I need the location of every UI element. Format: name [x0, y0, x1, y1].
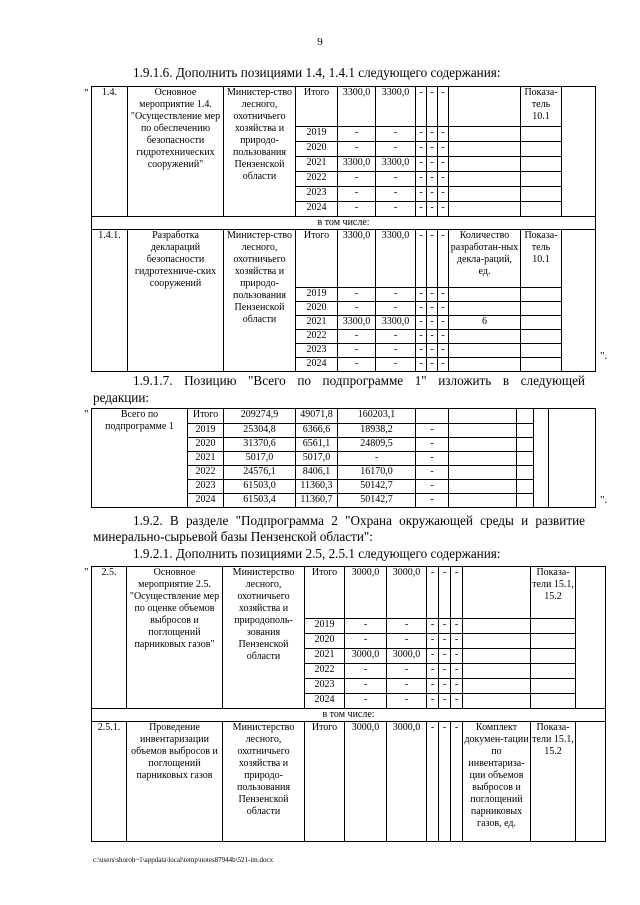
empty-cell [517, 480, 534, 494]
indicator-reference [521, 302, 562, 316]
result-indicator-cell: Комплект докумен-тации по инвентаризa-ции объемов выбросов и поглощений парниковых газов, ед. [463, 722, 531, 842]
result-indicator-cell: 6 [449, 316, 521, 330]
dash-cell: - [438, 358, 449, 372]
indicator-reference [531, 679, 576, 694]
heading-1-9-2: 1.9.2. В разделе "Подпрограмма 2 "Охрана окружающей среды и развитие [133, 513, 585, 528]
in-that-number-row: в том числе: [92, 217, 596, 230]
amount-budget-cell: 3300,0 [376, 157, 416, 172]
indicator-reference [521, 358, 562, 372]
year-cell: 2022 [296, 330, 338, 344]
dash-cell: - [439, 649, 451, 664]
amount-total-cell: 31370,6 [224, 438, 296, 452]
amount-federal-cell: 8406,1 [296, 466, 338, 480]
amount-total-cell: 3000,0 [345, 567, 387, 619]
amount-total-cell: 3300,0 [338, 87, 376, 127]
result-indicator-cell [463, 619, 531, 634]
indicator-reference [521, 202, 562, 217]
dash-cell: - [439, 619, 451, 634]
amount-total-cell: - [345, 679, 387, 694]
result-indicator-cell [449, 330, 521, 344]
amount-budget-cell: - [376, 202, 416, 217]
dash-cell: - [451, 634, 463, 649]
dash-cell: - [427, 330, 438, 344]
result-indicator-cell [449, 344, 521, 358]
year-cell: Итого [296, 87, 338, 127]
heading-1-9-1-6: 1.9.1.6. Дополнить позициями 1.4, 1.4.1 следующего содержания: [133, 65, 501, 80]
result-indicator-cell [449, 127, 521, 142]
amount-regional-cell: 16170,0 [338, 466, 416, 480]
indicator-reference [521, 172, 562, 187]
year-cell: 2024 [305, 694, 345, 709]
amount-regional-cell: - [338, 452, 416, 466]
heading-1-9-2-1: 1.9.2.1. Дополнить позициями 2.5, 2.5.1 следующего содержания: [133, 546, 501, 561]
dash-cell: - [438, 127, 449, 142]
dash-cell: - [451, 664, 463, 679]
dash-cell: - [416, 172, 427, 187]
amount-federal-cell: 49071,8 [296, 409, 338, 424]
dash-cell: - [438, 157, 449, 172]
amount-budget-cell: - [387, 619, 427, 634]
page-number: 9 [317, 36, 323, 48]
amount-regional-cell: 50142,7 [338, 480, 416, 494]
amount-total-cell: 3300,0 [338, 230, 376, 288]
year-cell: 2022 [188, 466, 224, 480]
dash-cell: - [438, 302, 449, 316]
dash-cell: - [416, 87, 427, 127]
amount-other-cell [416, 409, 449, 424]
result-indicator-cell [449, 142, 521, 157]
dash-cell: - [416, 330, 427, 344]
amount-total-cell: - [345, 694, 387, 709]
amount-federal-cell: 5017,0 [296, 452, 338, 466]
table-row [92, 230, 596, 288]
amount-budget-cell: 3000,0 [387, 567, 427, 619]
result-indicator-cell [463, 649, 531, 664]
dash-cell: - [439, 722, 451, 842]
heading-1-9-1-7: 1.9.1.7. Позицию "Всего по подпрограмме 1" изложить в следующей [133, 373, 585, 388]
year-cell: 2020 [296, 302, 338, 316]
amount-budget-cell: - [387, 664, 427, 679]
amount-budget-cell: - [376, 288, 416, 302]
responsible-executor: Министерство лесного, охотничьего хозяйства и природо-пользования Пензенской области [223, 722, 305, 842]
result-indicator-cell [449, 172, 521, 187]
dash-cell: - [416, 358, 427, 372]
year-cell: 2022 [296, 172, 338, 187]
dash-cell: - [439, 664, 451, 679]
amount-total-cell: - [338, 187, 376, 202]
responsible-executor: Министер-ство лесного, охотничьего хозяйства и природо-пользования Пензенской области [224, 230, 296, 372]
dash-cell: - [427, 202, 438, 217]
responsible-executor: Министерство лесного, охотничьего хозяйства и природополь-зования Пензенской области [223, 567, 305, 709]
dash-cell: - [427, 567, 439, 619]
amount-other-cell: - [416, 452, 449, 466]
year-cell: 2020 [188, 438, 224, 452]
year-cell: 2021 [188, 452, 224, 466]
empty-cell [517, 494, 534, 508]
amount-federal-cell: 6366,6 [296, 424, 338, 438]
indicator-reference [521, 288, 562, 302]
amount-regional-cell: 18938,2 [338, 424, 416, 438]
amount-regional-cell: 160203,1 [338, 409, 416, 424]
empty-cell [517, 424, 534, 438]
dash-cell: - [427, 619, 439, 634]
dash-cell: - [438, 202, 449, 217]
result-indicator-cell [449, 302, 521, 316]
empty-cell [449, 494, 517, 508]
dash-cell: - [427, 288, 438, 302]
indicator-reference [521, 127, 562, 142]
year-cell: 2023 [296, 187, 338, 202]
dash-cell: - [438, 344, 449, 358]
amount-budget-cell: - [376, 142, 416, 157]
year-cell: 2019 [305, 619, 345, 634]
year-cell: Итого [305, 722, 345, 842]
dash-cell: - [427, 157, 438, 172]
indicator-reference [531, 649, 576, 664]
year-cell: Итого [305, 567, 345, 619]
amount-budget-cell: - [376, 358, 416, 372]
amount-total-cell: 61503,4 [224, 494, 296, 508]
empty-cell [449, 438, 517, 452]
dash-cell: - [427, 634, 439, 649]
amount-total-cell: 3000,0 [345, 649, 387, 664]
amount-budget-cell: - [387, 694, 427, 709]
year-cell: 2024 [188, 494, 224, 508]
dash-cell: - [416, 202, 427, 217]
heading-1-9-1-7-line2: редакции: [93, 390, 150, 405]
close-quote: ". [600, 350, 608, 362]
dash-cell: - [451, 619, 463, 634]
amount-budget-cell: - [387, 634, 427, 649]
result-indicator-cell [449, 157, 521, 172]
result-indicator-cell [449, 187, 521, 202]
year-cell: 2024 [296, 358, 338, 372]
table-row [92, 567, 606, 619]
dash-cell: - [451, 649, 463, 664]
footer-file-path: c:\users\shoroh~1\appdata\local\temp\notes87944b\521-im.docx [93, 856, 274, 864]
empty-cell [576, 722, 606, 842]
dash-cell: - [439, 694, 451, 709]
amount-total-cell: 61503,0 [224, 480, 296, 494]
empty-cell [562, 230, 596, 372]
table-1-4 [91, 86, 596, 372]
empty-cell [517, 438, 534, 452]
amount-budget-cell: - [376, 187, 416, 202]
empty-cell [449, 452, 517, 466]
amount-regional-cell: 50142,7 [338, 494, 416, 508]
amount-total-cell: - [345, 634, 387, 649]
close-quote: ". [600, 494, 608, 506]
result-indicator-cell [449, 288, 521, 302]
dash-cell: - [427, 302, 438, 316]
in-that-number-row: в том числе: [92, 709, 606, 722]
amount-total-cell: 25304,8 [224, 424, 296, 438]
dash-cell: - [427, 316, 438, 330]
dash-cell: - [451, 694, 463, 709]
empty-cell [517, 466, 534, 480]
measure-name: Разработка деклараций безопасности гидротехниче-ских сооружений [128, 230, 224, 372]
empty-cell [534, 409, 549, 508]
amount-budget-cell: 3300,0 [376, 230, 416, 288]
amount-total-cell: 3000,0 [345, 722, 387, 842]
amount-total-cell: - [338, 172, 376, 187]
table-row [92, 409, 596, 424]
amount-budget-cell: - [376, 330, 416, 344]
empty-cell [449, 424, 517, 438]
result-indicator-cell [463, 694, 531, 709]
measure-name: Проведение инвентаризации объемов выбросов и поглощений парниковых газов [127, 722, 223, 842]
amount-total-cell: - [338, 142, 376, 157]
amount-budget-cell: 3300,0 [376, 87, 416, 127]
open-quote: " [84, 408, 89, 420]
indicator-reference [531, 664, 576, 679]
dash-cell: - [439, 567, 451, 619]
result-indicator-cell [449, 87, 521, 127]
amount-total-cell: - [345, 664, 387, 679]
amount-budget-cell: - [376, 344, 416, 358]
indicator-reference [521, 344, 562, 358]
dash-cell: - [438, 330, 449, 344]
position-number: 2.5.1. [92, 722, 127, 842]
indicator-reference [521, 157, 562, 172]
year-cell: 2022 [305, 664, 345, 679]
amount-budget-cell: - [376, 302, 416, 316]
year-cell: 2020 [296, 142, 338, 157]
dash-cell: - [427, 230, 438, 288]
dash-cell: - [416, 302, 427, 316]
responsible-executor: Министер-ство лесного, охотничьего хозяйства и природо-пользования Пензенской области [224, 87, 296, 217]
amount-total-cell: 3300,0 [338, 316, 376, 330]
indicator-reference [531, 694, 576, 709]
amount-total-cell: 5017,0 [224, 452, 296, 466]
dash-cell: - [416, 142, 427, 157]
dash-cell: - [427, 358, 438, 372]
dash-cell: - [416, 157, 427, 172]
dash-cell: - [427, 344, 438, 358]
indicator-reference [521, 330, 562, 344]
dash-cell: - [427, 694, 439, 709]
indicator-reference [521, 316, 562, 330]
year-cell: 2020 [305, 634, 345, 649]
amount-total-cell: - [345, 619, 387, 634]
indicator-reference: Показа-тели 15.1, 15.2 [531, 722, 576, 842]
dash-cell: - [438, 187, 449, 202]
empty-cell [562, 87, 596, 217]
subprogram-label: Всего по подпрограмме 1 [92, 409, 188, 508]
amount-total-cell: 24576,1 [224, 466, 296, 480]
amount-budget-cell: 3000,0 [387, 649, 427, 664]
amount-other-cell: - [416, 494, 449, 508]
amount-budget-cell: - [376, 172, 416, 187]
indicator-reference: Показа-тель 10.1 [521, 87, 562, 127]
dash-cell: - [427, 679, 439, 694]
year-cell: Итого [188, 409, 224, 424]
indicator-reference [521, 187, 562, 202]
table-row [92, 722, 606, 842]
year-cell: 2019 [188, 424, 224, 438]
amount-other-cell: - [416, 466, 449, 480]
amount-total-cell: 209274,9 [224, 409, 296, 424]
amount-total-cell: - [338, 288, 376, 302]
dash-cell: - [439, 634, 451, 649]
result-indicator-cell [463, 664, 531, 679]
dash-cell: - [438, 230, 449, 288]
table-subprogram-1-total [91, 408, 596, 508]
amount-total-cell: - [338, 202, 376, 217]
indicator-reference [521, 142, 562, 157]
dash-cell: - [427, 127, 438, 142]
amount-budget-cell: 3000,0 [387, 722, 427, 842]
position-number: 2.5. [92, 567, 127, 709]
amount-total-cell: 3300,0 [338, 157, 376, 172]
empty-cell [549, 409, 596, 508]
dash-cell: - [416, 288, 427, 302]
amount-total-cell: - [338, 344, 376, 358]
dash-cell: - [438, 87, 449, 127]
table-2-5 [91, 566, 606, 842]
amount-total-cell: - [338, 358, 376, 372]
dash-cell: - [451, 722, 463, 842]
result-indicator-cell: Количество разработан-ных декла-раций, ед. [449, 230, 521, 288]
indicator-reference [531, 619, 576, 634]
measure-name: Основное мероприятие 2.5. "Осуществление мер по оценке объемов выбросов и поглощений парниковых газов" [127, 567, 223, 709]
result-indicator-cell [463, 634, 531, 649]
open-quote: " [84, 87, 89, 99]
amount-total-cell: - [338, 127, 376, 142]
dash-cell: - [438, 316, 449, 330]
amount-total-cell: - [338, 330, 376, 344]
dash-cell: - [451, 567, 463, 619]
year-cell: 2023 [305, 679, 345, 694]
empty-cell [449, 466, 517, 480]
position-number: 1.4.1. [92, 230, 128, 372]
dash-cell: - [427, 87, 438, 127]
heading-1-9-2-line2: минерально-сырьевой базы Пензенской области": [93, 529, 373, 544]
empty-cell [576, 567, 606, 709]
year-cell: 2021 [296, 157, 338, 172]
year-cell: 2021 [305, 649, 345, 664]
amount-federal-cell: 11360,7 [296, 494, 338, 508]
dash-cell: - [416, 187, 427, 202]
dash-cell: - [416, 316, 427, 330]
amount-other-cell: - [416, 480, 449, 494]
position-number: 1.4. [92, 87, 128, 217]
dash-cell: - [416, 344, 427, 358]
amount-budget-cell: - [376, 127, 416, 142]
amount-federal-cell: 11360,3 [296, 480, 338, 494]
amount-budget-cell: 3300,0 [376, 316, 416, 330]
result-indicator-cell [449, 358, 521, 372]
amount-federal-cell: 6561,1 [296, 438, 338, 452]
dash-cell: - [416, 230, 427, 288]
year-cell: 2024 [296, 202, 338, 217]
year-cell: 2019 [296, 127, 338, 142]
dash-cell: - [438, 172, 449, 187]
measure-name: Основное мероприятие 1.4. "Осуществление мер по обеспечению безопасности гидротехнических сооружений" [128, 87, 224, 217]
empty-cell [449, 409, 517, 424]
empty-cell [517, 409, 534, 424]
dash-cell: - [427, 187, 438, 202]
dash-cell: - [438, 142, 449, 157]
year-cell: 2023 [188, 480, 224, 494]
indicator-reference [531, 634, 576, 649]
dash-cell: - [427, 649, 439, 664]
dash-cell: - [438, 288, 449, 302]
dash-cell: - [427, 172, 438, 187]
year-cell: 2019 [296, 288, 338, 302]
dash-cell: - [439, 679, 451, 694]
year-cell: 2021 [296, 316, 338, 330]
dash-cell: - [416, 127, 427, 142]
dash-cell: - [427, 722, 439, 842]
dash-cell: - [427, 664, 439, 679]
result-indicator-cell [449, 202, 521, 217]
open-quote: " [84, 566, 89, 578]
result-indicator-cell [463, 679, 531, 694]
indicator-reference: Показа-тель 10.1 [521, 230, 562, 288]
amount-budget-cell: - [387, 679, 427, 694]
empty-cell [517, 452, 534, 466]
amount-other-cell: - [416, 424, 449, 438]
year-cell: Итого [296, 230, 338, 288]
dash-cell: - [451, 679, 463, 694]
amount-regional-cell: 24809,5 [338, 438, 416, 452]
indicator-reference: Показа-тели 15.1, 15.2 [531, 567, 576, 619]
amount-other-cell: - [416, 438, 449, 452]
result-indicator-cell [463, 567, 531, 619]
empty-cell [449, 480, 517, 494]
amount-total-cell: - [338, 302, 376, 316]
dash-cell: - [427, 142, 438, 157]
year-cell: 2023 [296, 344, 338, 358]
table-row [92, 87, 596, 127]
